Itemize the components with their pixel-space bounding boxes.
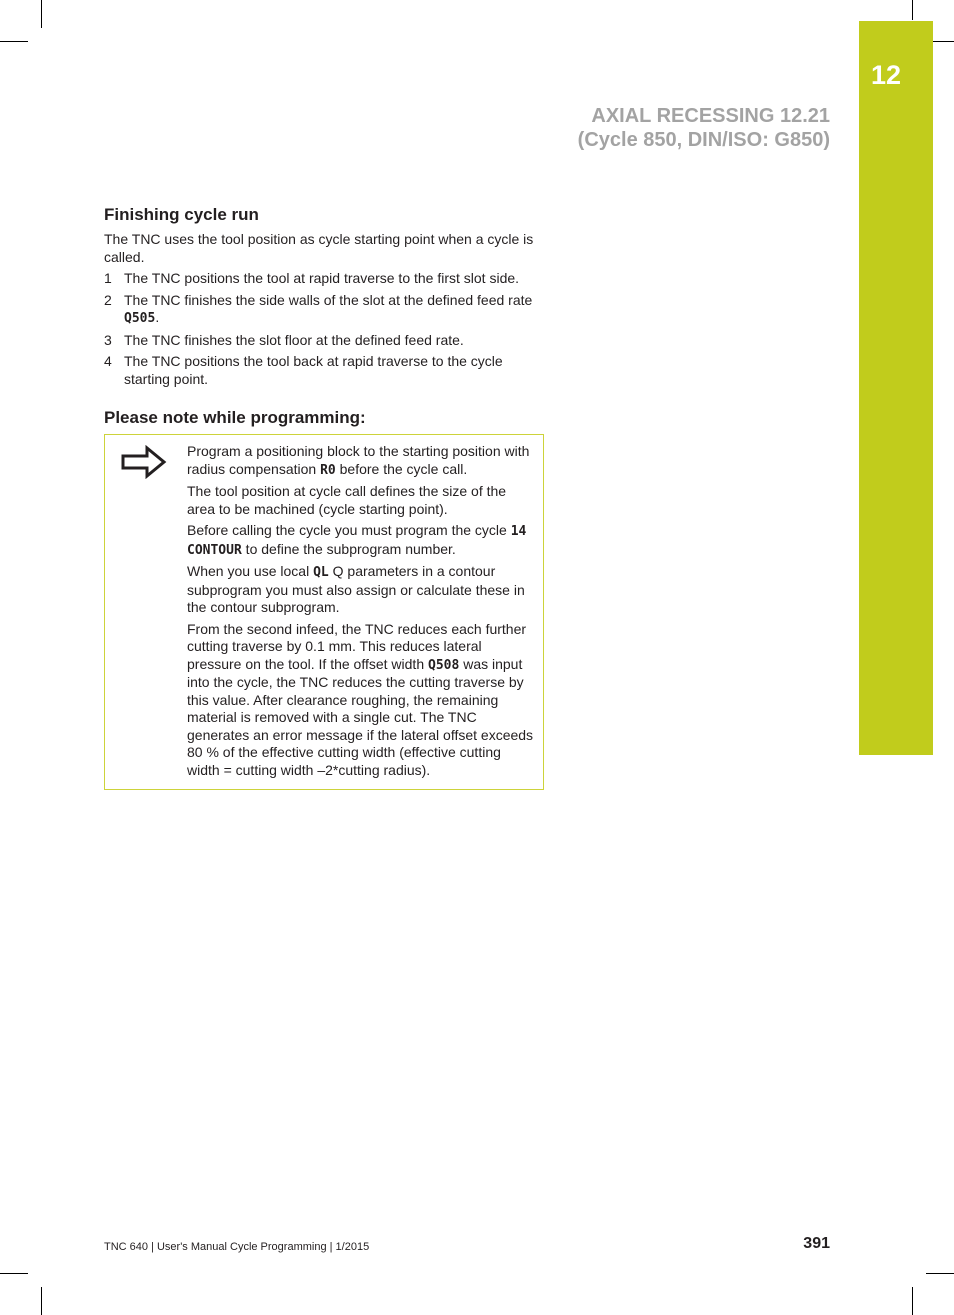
note-text-part: Before calling the cycle you must program the cycle (187, 522, 511, 538)
crop-mark (912, 0, 913, 20)
crop-mark (41, 0, 42, 28)
step-number: 4 (104, 353, 112, 369)
chapter-tab (859, 21, 933, 755)
step-number: 1 (104, 270, 112, 286)
parameter-code: 14 CONTOUR (187, 524, 527, 558)
parameter-code: Q508 (428, 657, 460, 673)
list-item (104, 270, 544, 288)
note-text-part: From the second infeed, the TNC reduces each further cutting traverse by 0.1 mm. This reduces lateral pressure on the tool. If the offset width (187, 620, 527, 672)
note-paragraph (187, 443, 535, 479)
page-title-line1: AXIAL RECESSING 12.21 (591, 105, 830, 127)
note-text-part: before the cycle call. (335, 460, 468, 477)
step-number: 2 (104, 291, 112, 308)
note-box (104, 434, 544, 790)
parameter-code: QL (313, 565, 329, 580)
step-text: The TNC finishes the slot floor at the defined feed rate. (124, 331, 464, 348)
step-text: The TNC positions the tool back at rapid traverse to the cycle starting point. (124, 353, 503, 387)
list-item (104, 353, 544, 388)
step-text: The TNC finishes the side walls of the slot at the defined feed rate (124, 291, 533, 308)
note-text-part: to define the subprogram number. (241, 540, 456, 557)
steps-list (104, 270, 544, 388)
page-title (578, 104, 830, 152)
parameter-code: Q505 (124, 311, 156, 326)
step-text: The TNC positions the tool at rapid traverse to the first slot side. (124, 270, 520, 286)
main-content (104, 205, 544, 790)
note-text-part: When you use local (187, 563, 314, 579)
note-paragraph (187, 522, 535, 559)
footer-text: TNC 640 | User's Manual Cycle Programming | 1/2015 (104, 1241, 370, 1253)
crop-mark (0, 41, 28, 42)
step-number: 3 (104, 331, 112, 348)
section-heading-finishing: Finishing cycle run (104, 205, 259, 224)
list-item (104, 292, 544, 328)
crop-mark (912, 1287, 913, 1315)
chapter-number: 12 (870, 60, 902, 90)
page-title-line2: (Cycle 850, DIN/ISO: G850) (577, 129, 830, 151)
note-text-part: Program a positioning block to the starting position with radius compensation (187, 443, 530, 477)
step-text-end: . (155, 309, 160, 325)
note-icon-cell (105, 435, 187, 789)
note-paragraph (187, 563, 535, 617)
crop-mark (926, 1273, 954, 1274)
crop-mark (0, 1273, 28, 1274)
crop-mark (41, 1287, 42, 1315)
note-text-part: Q parameters in a contour subprogram you must also assign or calculate these in the contour subprogram. (187, 563, 525, 615)
note-text-part: was input into the cycle, the TNC reduces the cutting traverse by this value. After clearance roughing, the remaining material is removed with a single cut. The TNC generates an error message if the lateral offset exceeds 80 % of the effective cutting width (effective cutting width = cutting width –2*cutting radius). (187, 655, 534, 778)
note-paragraph (187, 621, 535, 780)
page-number: 391 (803, 1235, 830, 1252)
list-item (104, 332, 544, 350)
right-arrow-icon (121, 445, 167, 479)
note-text (187, 435, 543, 789)
intro-paragraph: The TNC uses the tool position as cycle starting point when a cycle is called. (104, 231, 534, 265)
parameter-code: R0 (320, 462, 336, 478)
section-heading-notes: Please note while programming: (104, 408, 366, 427)
note-paragraph: The tool position at cycle call defines the size of the area to be machined (cycle starting point). (187, 483, 507, 517)
